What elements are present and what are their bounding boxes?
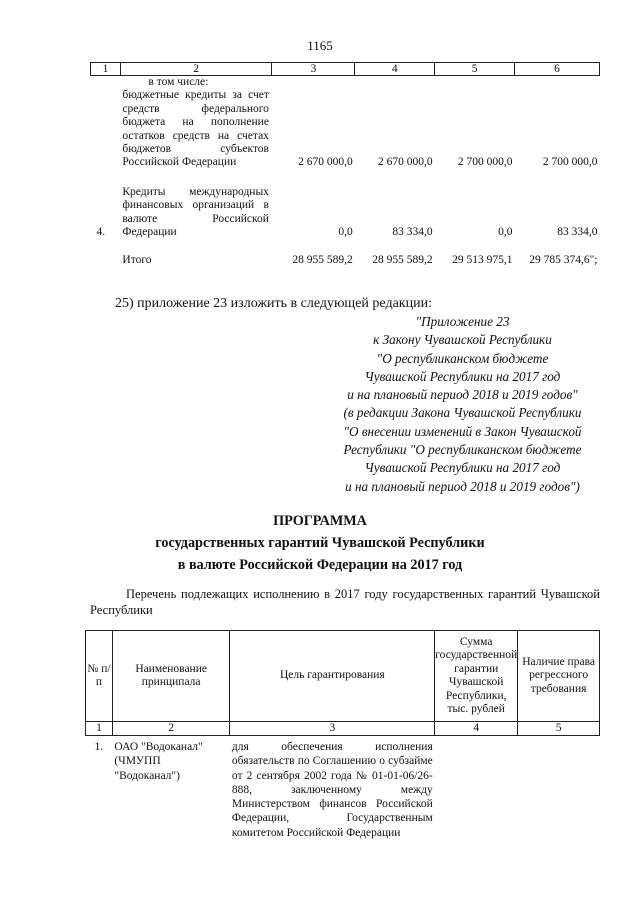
appendix-line: Чувашской Республики на 2017 год: [364, 460, 561, 476]
row-index: 4.: [96, 226, 106, 239]
appendix-line: (в редакции Закона Чувашской Республики: [343, 405, 582, 421]
cell-value: 29 785 374,6";: [529, 254, 598, 267]
table-row: [91, 76, 600, 90]
program-title: [0, 510, 640, 576]
table-header-row: [86, 631, 600, 722]
amount-cell: [435, 736, 518, 841]
column-number: 1: [91, 63, 121, 76]
column-number: 4: [355, 63, 435, 76]
cell-value: 2 670 000,0: [298, 156, 353, 169]
appendix-line: к Закону Чувашской Республики: [373, 332, 552, 348]
title-line: в валюте Российской Федерации на 2017 год: [177, 557, 463, 573]
table-row: [91, 89, 600, 169]
title-line: государственных гарантий Чувашской Республики: [155, 535, 485, 551]
table-row: [91, 186, 600, 240]
row-index: [91, 89, 121, 169]
table-row: [86, 736, 600, 841]
column-number: 1: [86, 722, 113, 736]
lead-paragraph: Перечень подлежащих исполнению в 2017 году государственных гарантий Чувашской Республики: [90, 587, 600, 617]
cell-value: 28 955 589,2: [292, 254, 353, 267]
budget-credits-table: [90, 62, 600, 268]
title-line: ПРОГРАММА: [273, 513, 367, 529]
column-number: 3: [272, 63, 355, 76]
cell-value: 2 670 000,0: [378, 156, 433, 169]
appendix-line: и на плановый период 2018 и 2019 годов": [347, 387, 578, 403]
column-number: 5: [518, 722, 600, 736]
appendix-reference: [300, 313, 625, 496]
table-column-numbers: [91, 63, 600, 76]
appendix-line: "О внесении изменений в Закон Чувашской: [343, 423, 582, 439]
appendix-line: "О республиканском бюджете: [376, 350, 549, 366]
cell-value: 83 334,0: [557, 226, 598, 239]
cell-value: 28 955 589,2: [372, 254, 433, 267]
column-number: 4: [435, 722, 518, 736]
page-number: 1165: [307, 38, 333, 53]
regress-cell: [518, 736, 600, 841]
purpose-cell: для обеспечения исполнения обязательств по Соглашению о субзайме от 2 сентября 2002 года № 01-01-06/26-888, заключенному между Министерством финансов Российской Федерации, Государственным комитетом Российской Федерации: [231, 741, 433, 839]
header-cell: Сумма государственной гарантии Чувашской Республики, тыс. рублей: [435, 631, 518, 722]
cell-value: 0,0: [498, 226, 513, 239]
appendix-line: Республики "О республиканском бюджете: [343, 442, 582, 458]
header-cell: Цель гарантирования: [230, 631, 435, 722]
appendix-line: Чувашской Республики на 2017 год: [364, 368, 561, 384]
appendix-line: и на плановый период 2018 и 2019 годов"): [345, 478, 580, 494]
row-label: Итого: [122, 254, 152, 267]
header-cell: Наименование принципала: [112, 631, 230, 722]
amendment-paragraph: 25) приложение 23 изложить в следующей редакции:: [115, 296, 432, 311]
column-number: 3: [230, 722, 435, 736]
cell-value: 0,0: [338, 226, 353, 239]
row-label: бюджетные кредиты за счет средств федерального бюджета на пополнение остатков средств на счетах бюджетов субъектов Российской Федерации: [122, 89, 269, 169]
column-number: 6: [515, 63, 600, 76]
cell-value: 2 700 000,0: [542, 156, 598, 169]
table-column-numbers: [86, 722, 600, 736]
row-label: Кредиты международных финансовых организаций в валюте Российской Федерации: [122, 185, 269, 239]
guarantees-table: [85, 630, 600, 840]
column-number: 2: [112, 722, 230, 736]
header-cell: Наличие права регрессного требования: [518, 631, 600, 722]
column-number: 2: [120, 63, 272, 76]
cell-value: 29 513 975,1: [452, 254, 513, 267]
cell-value: 83 334,0: [392, 226, 433, 239]
header-cell: № п/п: [86, 631, 113, 722]
column-number: 5: [435, 63, 515, 76]
principal-cell: ОАО "Водоканал" (ЧМУПП "Водоканал"): [114, 741, 203, 782]
row-index: [91, 254, 121, 267]
row-index: 1.: [94, 741, 104, 753]
cell-value: 2 700 000,0: [457, 156, 513, 169]
subheader-label: в том числе:: [148, 76, 209, 88]
appendix-line: "Приложение 23: [415, 314, 510, 329]
table-row: [91, 254, 600, 267]
